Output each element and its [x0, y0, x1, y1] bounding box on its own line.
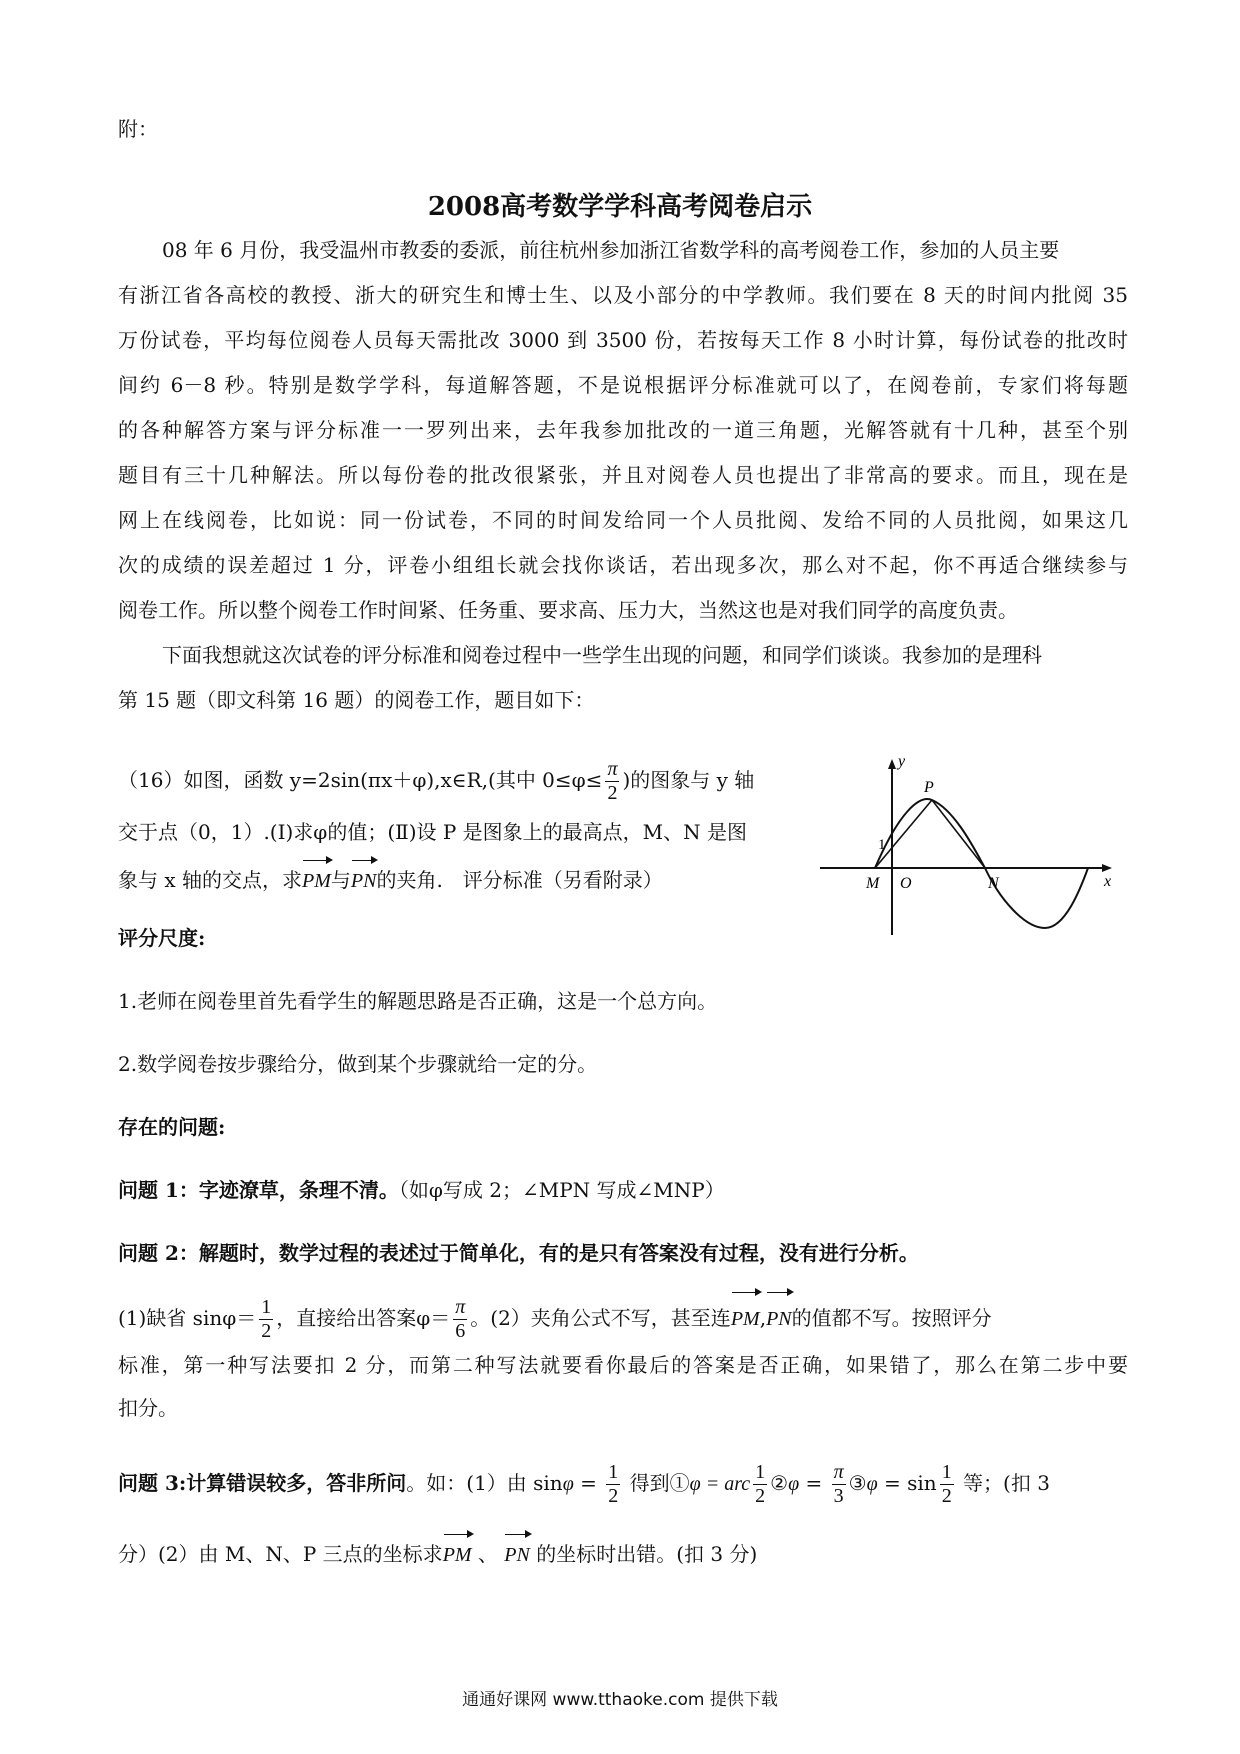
para2-line1: 下面我想就这次试卷的评分标准和阅卷过程中一些学生出现的问题，和同学们谈谈。我参加的是理科 [162, 643, 1042, 667]
issue3-line2: 分）(2）由 M、N、P 三点的坐标求PM 、 PN 的坐标时出错。(扣 3 分) [118, 1532, 757, 1572]
label-n: N [988, 875, 999, 892]
appendix-label: 附： [118, 117, 158, 141]
para1-line5: 的各种解答方案与评分标准一一罗列出来，去年我参加批改的一道三角题，光解答就有十几种，甚至个别 [118, 418, 1128, 442]
label-y: y [898, 753, 906, 770]
issue2-line1: (1)缺省 sinφ＝ $\frac{1}{2}$ ，直接给出答案φ＝ $\frac{\pi}{6}$ 。(2）夹角公式不写，甚至连PM,PN的值都不写。按照评分 [118, 1290, 992, 1343]
fraction-pi-over-6: $\frac{\pi}{6}$ [455, 1296, 466, 1342]
fraction-pi-over-3: $\frac{\pi}{3}$ [833, 1461, 844, 1507]
fraction-one-half: $\frac{1}{2}$ [755, 1461, 766, 1507]
issues-heading: 存在的问题: [118, 1115, 226, 1139]
vector-pn: PN [504, 1532, 530, 1572]
para1-line1: 08 年 6 月份，我受温州市教委的委派，前往杭州参加浙江省数学科的高考阅卷工作，参加的人员主要 [162, 238, 1060, 262]
sine-graph [820, 750, 1120, 935]
para1-line3: 万份试卷，平均每位阅卷人员每天需批改 3000 到 3500 份，若按每天工作 8 小时计算，每份试卷的批改时 [118, 328, 1128, 352]
x-axis-arrow [1102, 864, 1112, 872]
fraction-one-half: $\frac{1}{2}$ [941, 1461, 952, 1507]
pi-over-2-fraction: $\frac{\pi}{2}$ [607, 758, 618, 804]
issue2-line3: 扣分。 [118, 1396, 178, 1420]
label-m: M [866, 875, 880, 892]
page-title: 2008高考数学学科高考阅卷启示 [427, 192, 813, 222]
para1-line4: 间约 6－8 秒。特别是数学学科，每道解答题，不是说根据评分标准就可以了，在阅卷前，专家们将每题 [118, 373, 1128, 397]
label-p: P [924, 779, 934, 796]
issue2-heading: 问题 2：解题时，数学过程的表述过于简单化，有的是只有答案没有过程，没有进行分析。 [118, 1241, 919, 1265]
scale-item2: 2.数学阅卷按步骤给分，做到某个步骤就给一定的分。 [118, 1052, 598, 1076]
segment-pm [875, 800, 932, 868]
label-o: O [900, 875, 912, 892]
vector-pm: PM [302, 858, 331, 898]
vector-pn: PN [351, 858, 377, 898]
scale-heading: 评分尺度: [118, 926, 206, 950]
para1-line8: 次的成绩的误差超过 1 分，评卷小组组长就会找你谈话，若出现多次，那么对不起，你不再适合继续参与 [118, 553, 1128, 577]
para1-line7: 网上在线阅卷，比如说：同一份试卷，不同的时间发给同一个人员批阅、发给不同的人员批阅，如果这几 [118, 508, 1128, 532]
page-footer: 通通好课网 www.tthaoke.com 提供下载 [462, 1690, 778, 1710]
para2-line2: 第 15 题（即文科第 16 题）的阅卷工作，题目如下： [118, 688, 595, 712]
para1-line2: 有浙江省各高校的教授、浙大的研究生和博士生、以及小部分的中学教师。我们要在 8 天的时间内批阅 35 [118, 283, 1128, 307]
issue1: 问题 1：字迹潦草，条理不清。（如φ写成 2；∠MPN 写成∠MNP） [118, 1178, 725, 1202]
problem-line1: （16）如图，函数 y=2sin(πx＋φ),x∈R,(其中 0≤φ≤ $\frac{\pi}{2}$ )的图象与 y 轴 [118, 758, 755, 804]
vector-pn: PN [766, 1290, 792, 1342]
problem-line2: 交于点（0，1）.(Ⅰ)求φ的值；(Ⅱ)设 P 是图象上的最高点，M、N 是图 [118, 820, 748, 844]
y-axis-arrow [888, 759, 896, 769]
problem-line3: 象与 x 轴的交点，求PM与PN的夹角. 评分标准（另看附录） [118, 858, 663, 898]
para1-line9: 阅卷工作。所以整个阅卷工作时间紧、任务重、要求高、压力大，当然这也是对我们同学的高度负责。 [118, 598, 1018, 622]
segment-pn [932, 800, 985, 868]
fraction-one-half: $\frac{1}{2}$ [608, 1461, 619, 1507]
para1-line6: 题目有三十几种解法。所以每份卷的批改很紧张，并且对阅卷人员也提出了非常高的要求。而且，现在是 [118, 463, 1128, 487]
vector-pm: PM [443, 1532, 472, 1572]
fraction-one-half: $\frac{1}{2}$ [261, 1296, 272, 1342]
scale-item1: 1.老师在阅卷里首先看学生的解题思路是否正确，这是一个总方向。 [118, 989, 718, 1013]
label-one: 1 [878, 837, 886, 853]
issue2-line2: 标准，第一种写法要扣 2 分，而第二种写法就要看你最后的答案是否正确，如果错了，那么在第二步中要 [118, 1353, 1128, 1377]
label-x: x [1104, 873, 1112, 890]
issue3-line1: 问题 3:计算错误较多，答非所问。如：(1）由 sinφ = $\frac{1}{2}$ 得到①φ = arc $\frac{1}{2}$ ②φ = $\frac{\pi}{3}$ ③φ = sin $\frac{1}{2}$ 等；(扣 3 [118, 1461, 1050, 1507]
vector-pm: PM [731, 1290, 760, 1342]
